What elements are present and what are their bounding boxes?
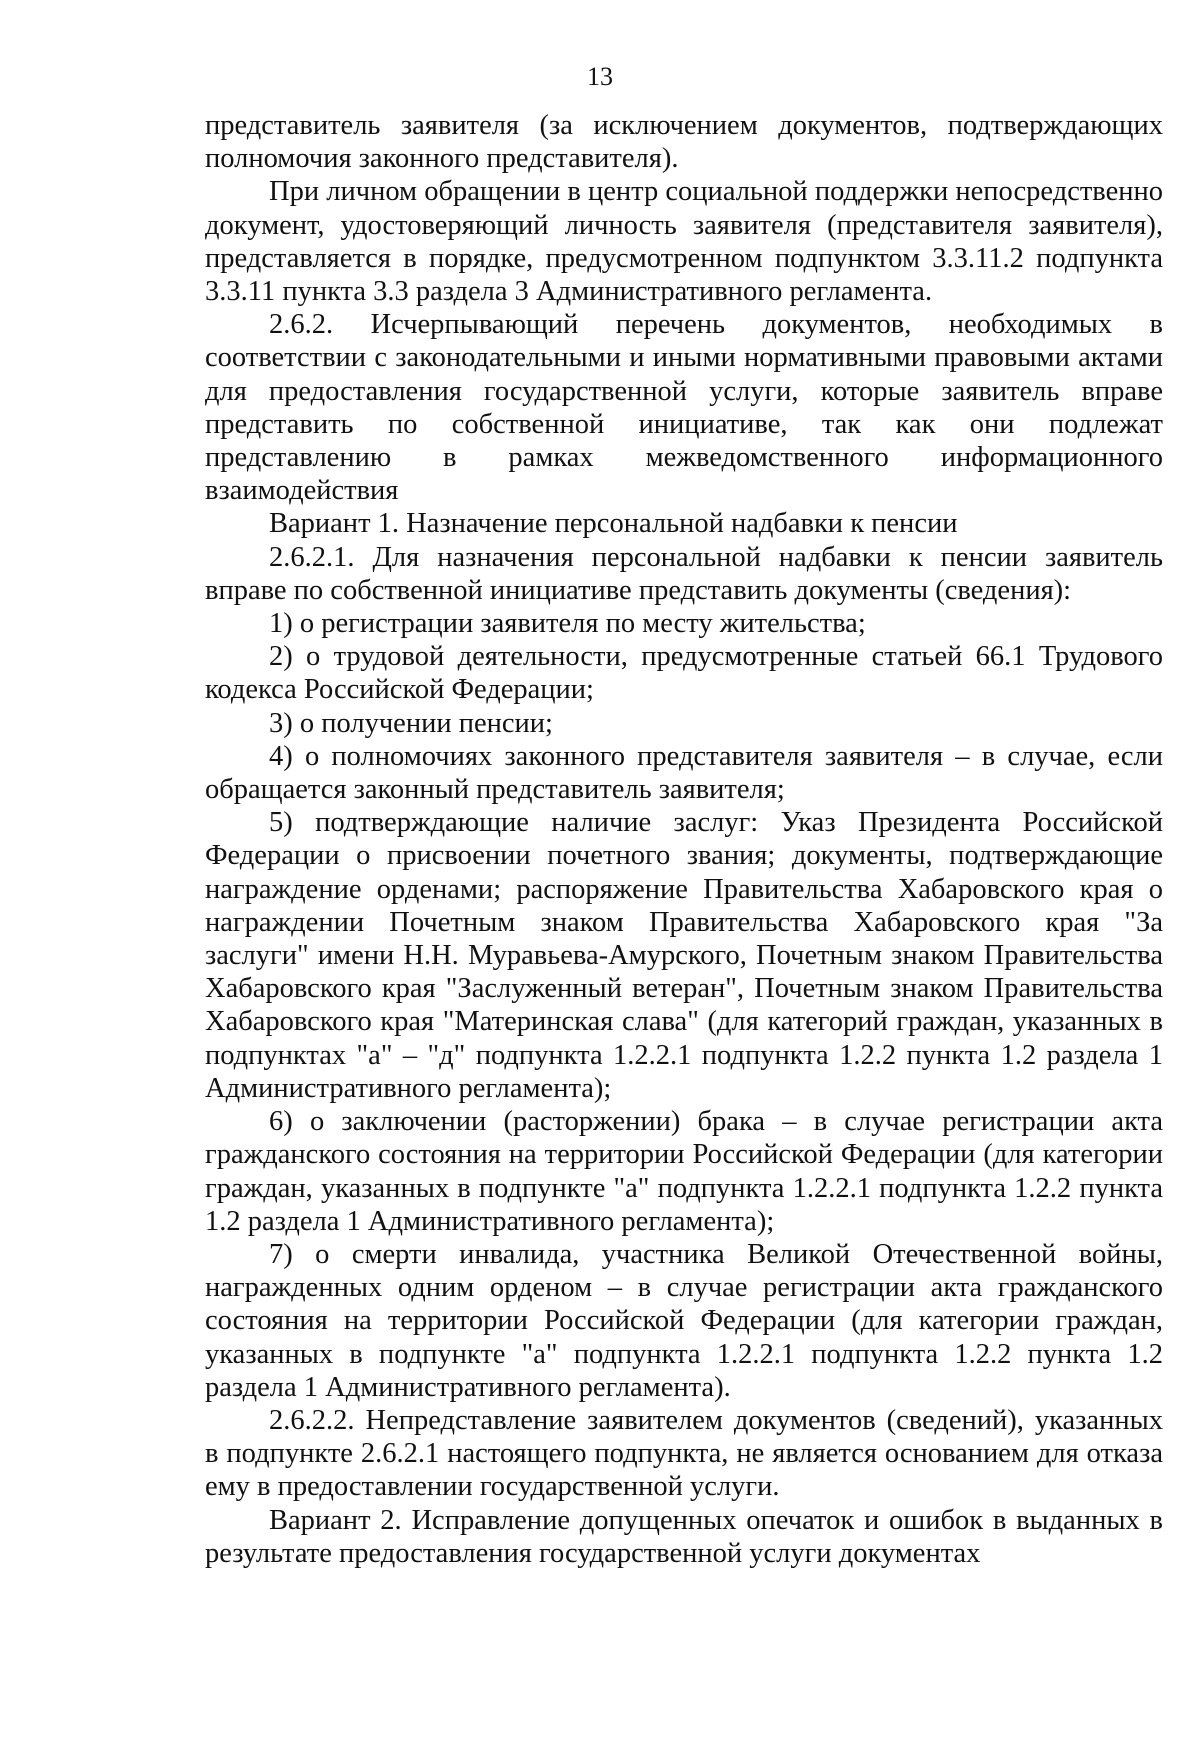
paragraph-personal-appeal: При личном обращении в центр социальной поддержки непосредственно документ, удостоверяющий личность заявителя (представителя заявителя), представляется в порядке, предусмотренном подпунктом 3.3.11.2 подпункта 3.3.11 пункта 3.3 раздела 3 Административного регламента. bbox=[205, 176, 1163, 308]
list-item-5: 5) подтверждающие наличие заслуг: Указ Президента Российской Федерации о присвоении почетного звания; документы, подтверждающие награждение орденами; распоряжение Правительства Хабаровского края о награждении Почетным знаком Правительства Хабаровского края "За заслуги" имени Н.Н. Муравьева-Амурского, Почетным знаком Правительства Хабаровского края "Заслуженный ветеран", Почетным знаком Правительства Хабаровского края "Материнская слава" (для категорий граждан, указанных в подпунктах "а" – "д" подпункта 1.2.2.1 подпункта 1.2.2 пункта 1.2 раздела 1 Административного регламента); bbox=[205, 807, 1163, 1104]
list-item-7: 7) о смерти инвалида, участника Великой Отечественной войны, награжденных одним орденом – в случае регистрации акта гражданского состояния на территории Российской Федерации (для категории граждан, указанных в подпункте "а" подпункта 1.2.2.1 подпункта 1.2.2 пункта 1.2 раздела 1 Административного регламента). bbox=[205, 1238, 1163, 1403]
paragraph-variant-2: Вариант 2. Исправление допущенных опечаток и ошибок в выданных в результате предоставления государственной услуги документах bbox=[205, 1504, 1163, 1569]
paragraph-2-6-2-2: 2.6.2.2. Непредставление заявителем документов (сведений), указанных в подпункте 2.6.2.1 настоящего подпункта, не является основанием для отказа ему в предоставлении государственной услуги. bbox=[205, 1404, 1163, 1503]
paragraph-2-6-2-1: 2.6.2.1. Для назначения персональной надбавки к пенсии заявитель вправе по собственной инициативе представить документы (сведения): bbox=[205, 541, 1163, 606]
paragraph-variant-1: Вариант 1. Назначение персональной надбавки к пенсии bbox=[269, 508, 958, 540]
list-item-1: 1) о регистрации заявителя по месту жительства; bbox=[269, 608, 866, 640]
list-item-4: 4) о полномочиях законного представителя заявителя – в случае, если обращается законный представитель заявителя; bbox=[205, 740, 1163, 806]
page-number: 13 bbox=[587, 62, 613, 91]
list-item-2: 2) о трудовой деятельности, предусмотренные статьей 66.1 Трудового кодекса Российской Федерации; bbox=[205, 641, 1163, 706]
list-item-3: 3) о получении пенсии; bbox=[269, 707, 553, 739]
document-body bbox=[205, 109, 1163, 1570]
list-item-6: 6) о заключении (расторжении) брака – в случае регистрации акта гражданского состояния на территории Российской Федерации (для категории граждан, указанных в подпункте "а" подпункта 1.2.2.1 подпункта 1.2.2 пункта 1.2 раздела 1 Административного регламента); bbox=[205, 1106, 1163, 1237]
paragraph-2-6-2: 2.6.2. Исчерпывающий перечень документов, необходимых в соответствии с законодательными и иными нормативными правовыми актами для предоставления государственной услуги, которые заявитель вправе представить по собственной инициативе, так как они подлежат представлению в рамках межведомственного информационного взаимодействия bbox=[205, 309, 1163, 507]
paragraph-continuation: представитель заявителя (за исключением документов, подтверждающих полномочия законного представителя). bbox=[205, 110, 1163, 175]
